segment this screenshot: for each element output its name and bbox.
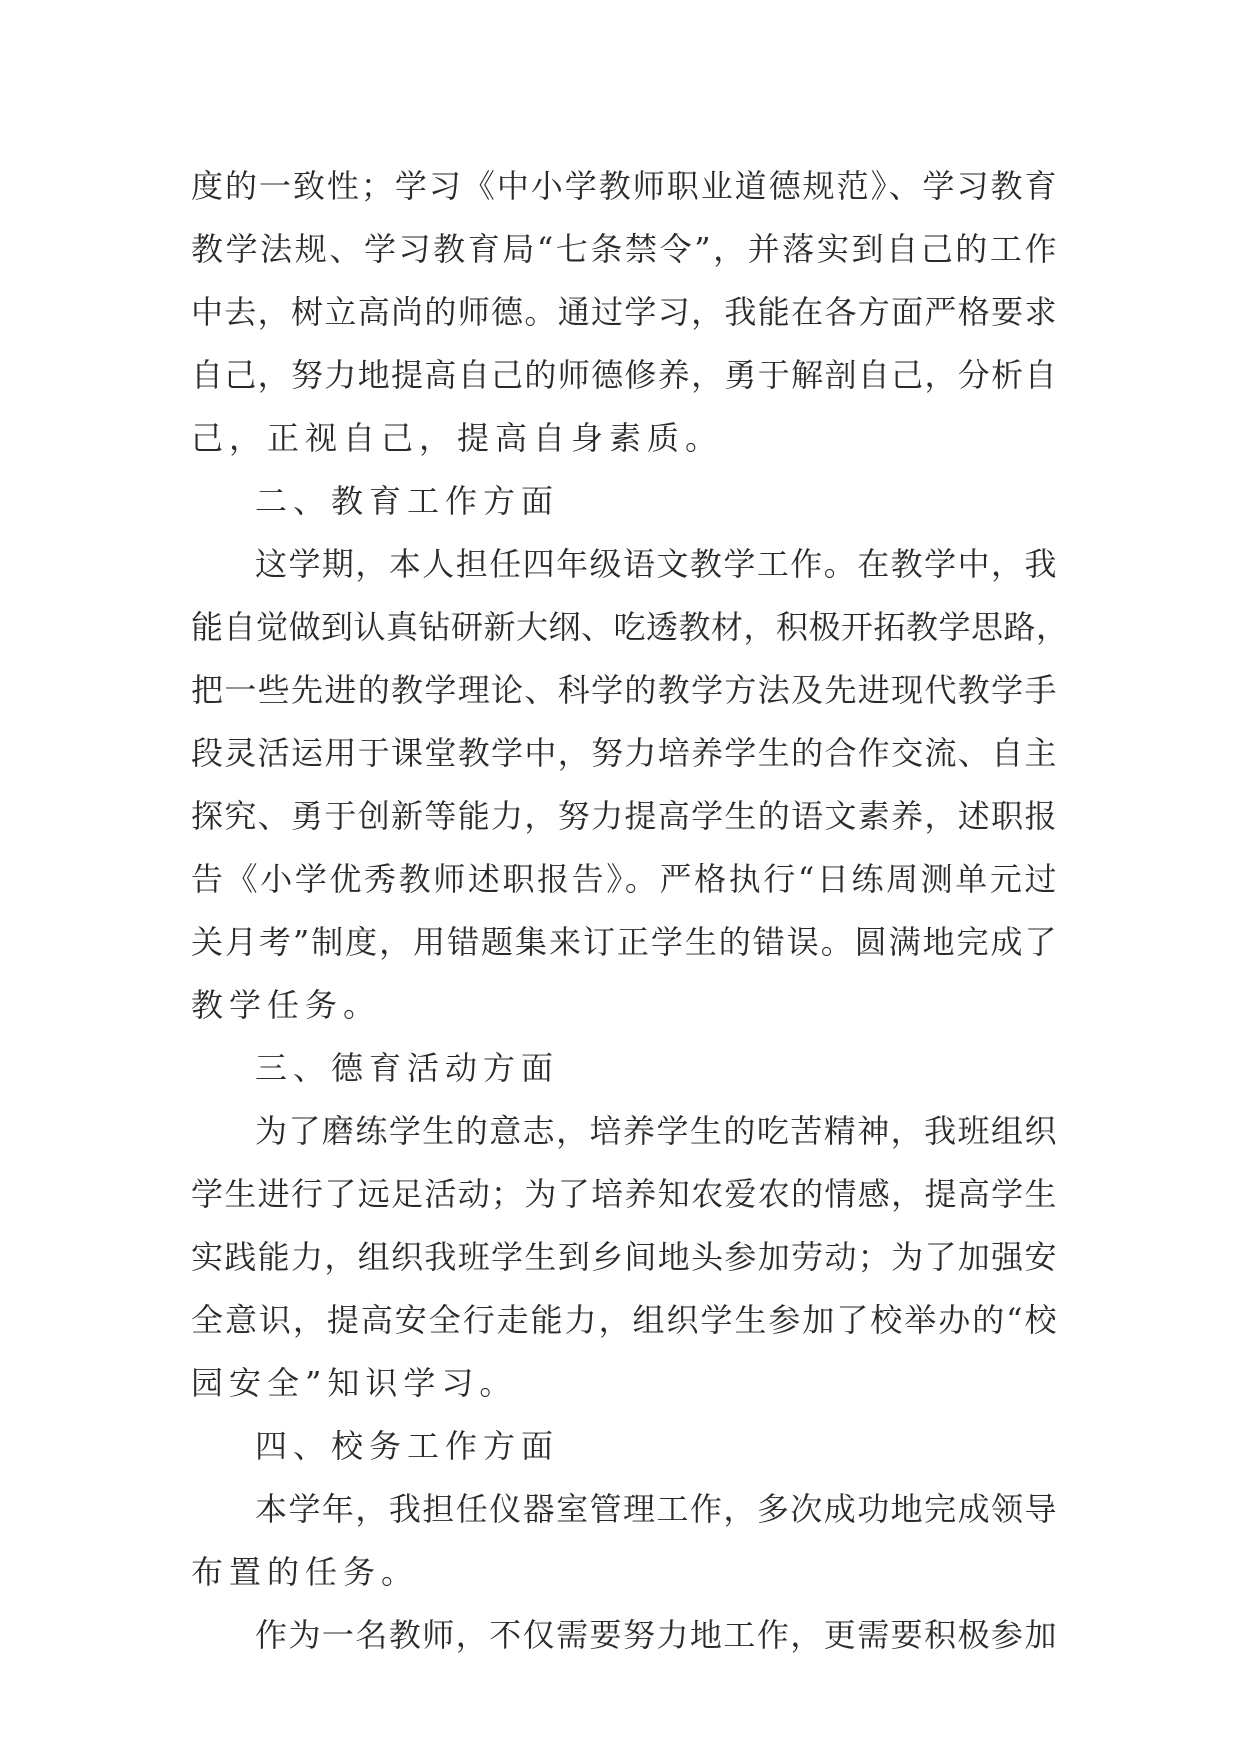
paragraph-first-line: 为了磨练学生的意志，培养学生的吃苦精神，我班组织 xyxy=(255,1112,1057,1150)
paragraph-first-line: 本学年，我担任仪器室管理工作，多次成功地完成领导 xyxy=(255,1490,1057,1528)
body-text-line: 段灵活运用于课堂教学中，努力培养学生的合作交流、自主 xyxy=(191,734,1057,772)
body-text-line: 己，正视自己，提高自身素质。 xyxy=(191,419,724,457)
section-heading: 二、教育工作方面 xyxy=(255,482,560,520)
body-text-line: 关月考”制度，用错题集来订正学生的错误。圆满地完成了 xyxy=(191,923,1057,961)
body-text-line: 教学任务。 xyxy=(191,986,382,1024)
body-text-line: 能自觉做到认真钻研新大纲、吃透教材，积极开拓教学思路， xyxy=(191,608,1069,646)
body-text-line: 全意识，提高安全行走能力，组织学生参加了校举办的“校 xyxy=(191,1301,1057,1339)
body-text-line: 中去，树立高尚的师德。通过学习，我能在各方面严格要求 xyxy=(191,293,1057,331)
body-text-line: 告《小学优秀教师述职报告》。严格执行“日练周测单元过 xyxy=(191,860,1057,898)
body-text-line: 自己，努力地提高自己的师德修养，勇于解剖自己，分析自 xyxy=(191,356,1057,394)
paragraph-first-line: 这学期，本人担任四年级语文教学工作。在教学中，我 xyxy=(255,545,1057,583)
body-text-line: 度的一致性；学习《中小学教师职业道德规范》、学习教育 xyxy=(191,167,1057,205)
body-text-line: 学生进行了远足活动；为了培养知农爱农的情感，提高学生 xyxy=(191,1175,1057,1213)
section-heading: 四、校务工作方面 xyxy=(255,1427,560,1465)
body-text-line: 实践能力，组织我班学生到乡间地头参加劳动；为了加强安 xyxy=(191,1238,1057,1276)
body-text-line: 园安全”知识学习。 xyxy=(191,1364,518,1402)
body-text-line: 教学法规、学习教育局“七条禁令”，并落实到自己的工作 xyxy=(191,230,1057,268)
paragraph-first-line: 作为一名教师，不仅需要努力地工作，更需要积极参加 xyxy=(255,1616,1057,1654)
section-heading: 三、德育活动方面 xyxy=(255,1049,560,1087)
body-text-line: 布置的任务。 xyxy=(191,1553,420,1591)
body-text-line: 探究、勇于创新等能力，努力提高学生的语文素养，述职报 xyxy=(191,797,1057,835)
body-text-line: 把一些先进的教学理论、科学的教学方法及先进现代教学手 xyxy=(191,671,1057,709)
